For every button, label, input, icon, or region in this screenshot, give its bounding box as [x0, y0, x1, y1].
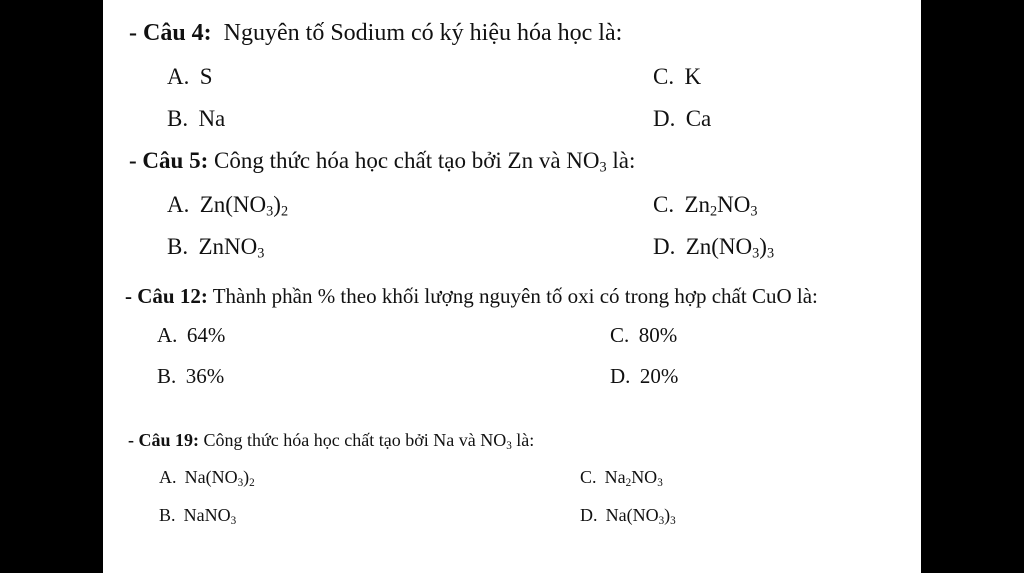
option-a[interactable]	[157, 323, 225, 348]
option-text: NaNO	[183, 505, 231, 525]
question-prompt-end: là:	[606, 148, 636, 173]
subscript: 3	[506, 439, 512, 452]
option-text: NO	[631, 467, 658, 487]
option-text: 64%	[186, 323, 226, 347]
option-b[interactable]	[157, 364, 224, 389]
option-b[interactable]	[159, 505, 236, 526]
question-label: Câu 5:	[142, 148, 209, 173]
option-c[interactable]	[580, 467, 663, 488]
option-letter: C.	[653, 192, 675, 217]
question-label: Câu 12:	[137, 284, 208, 308]
option-text: )	[759, 234, 767, 259]
option-letter: A.	[167, 192, 190, 217]
option-letter: C.	[580, 467, 597, 487]
subscript: 3	[658, 514, 665, 527]
option-letter: B.	[167, 106, 189, 131]
option-text: NO	[717, 192, 751, 217]
option-letter: D.	[653, 106, 676, 131]
option-text: K	[684, 64, 702, 89]
option-c[interactable]	[610, 323, 677, 348]
option-letter: D.	[580, 505, 598, 525]
option-d[interactable]	[580, 505, 676, 526]
option-text: Na(NO	[605, 505, 659, 525]
option-text: S	[199, 64, 213, 89]
option-d[interactable]	[610, 364, 678, 389]
subscript: 3	[599, 159, 607, 176]
option-b[interactable]	[167, 234, 264, 260]
option-letter: C.	[653, 64, 675, 89]
question-19-title: - Câu 19: Công thức hóa học chất tạo bởi Na và $NO_3$ là:	[128, 430, 535, 452]
question-4-title: - Câu 4: Nguyên tố Sodium có ký hiệu hóa học là:	[129, 20, 623, 46]
option-text: Na	[198, 106, 226, 131]
option-text: Ca	[685, 106, 712, 131]
option-letter: A.	[157, 323, 178, 347]
option-c[interactable]	[653, 192, 757, 218]
question-prompt: Nguyên tố Sodium có ký hiệu hóa học là:	[223, 20, 623, 46]
option-text: Zn	[684, 192, 710, 217]
option-a[interactable]	[167, 192, 288, 218]
subscript: 2	[625, 476, 632, 489]
option-b[interactable]	[167, 106, 225, 132]
question-12-title: - Câu 12: Thành phần % theo khối lượng nguyên tố oxi có trong hợp chất CuO là:	[125, 284, 818, 308]
question-prompt: Công thức hóa học chất tạo bởi Zn và NO	[213, 148, 600, 173]
option-text: )	[273, 192, 281, 217]
option-a[interactable]	[159, 467, 255, 488]
subscript: 2	[710, 203, 718, 220]
option-letter: C.	[610, 323, 630, 347]
document-page	[103, 0, 921, 573]
subscript: 3	[670, 514, 676, 527]
option-letter: B.	[157, 364, 177, 388]
option-letter: B.	[159, 505, 176, 525]
question-5-title: - Câu 5: Công thức hóa học chất tạo bởi Zn và $NO_3$ là:	[129, 148, 636, 176]
option-letter: D.	[610, 364, 631, 388]
question-prompt: Công thức hóa học chất tạo bởi Na và NO	[203, 430, 507, 450]
option-c[interactable]	[653, 64, 701, 90]
option-text: )	[243, 467, 250, 487]
option-text: )	[664, 505, 671, 525]
subscript: 3	[230, 514, 237, 527]
subscript: 3	[257, 245, 265, 262]
option-text: Zn(NO	[199, 192, 267, 217]
option-d[interactable]	[653, 234, 774, 260]
subscript: 3	[752, 245, 760, 262]
question-prompt: Thành phần % theo khối lượng nguyên tố oxi có trong hợp chất CuO là:	[212, 284, 818, 308]
option-text: 36%	[185, 364, 225, 388]
option-letter: D.	[653, 234, 676, 259]
option-text: Zn(NO	[685, 234, 753, 259]
question-prompt-end: là:	[511, 430, 535, 450]
option-text: 20%	[639, 364, 679, 388]
question-label: Câu 4:	[143, 20, 212, 46]
question-label: Câu 19:	[138, 430, 200, 450]
option-d[interactable]	[653, 106, 711, 132]
subscript: 2	[249, 476, 255, 489]
subscript: 3	[766, 245, 775, 262]
subscript: 3	[266, 203, 274, 220]
option-text: 80%	[638, 323, 678, 347]
subscript: 2	[280, 203, 289, 220]
option-text: Na(NO	[184, 467, 238, 487]
option-letter: A.	[159, 467, 177, 487]
option-letter: A.	[167, 64, 190, 89]
subscript: 3	[750, 203, 758, 220]
option-letter: B.	[167, 234, 189, 259]
option-a[interactable]	[167, 64, 213, 90]
option-text: Na	[604, 467, 626, 487]
option-text: ZnNO	[198, 234, 258, 259]
subscript: 3	[657, 476, 663, 489]
subscript: 3	[237, 476, 244, 489]
